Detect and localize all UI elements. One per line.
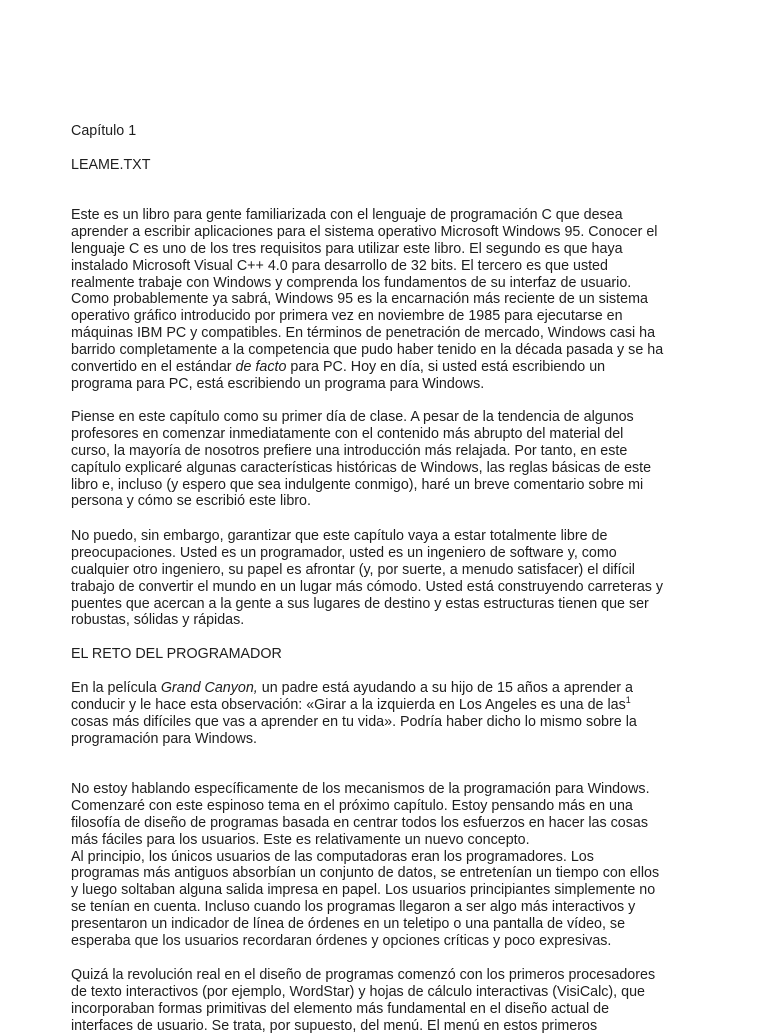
- italic-run: Grand Canyon,: [160, 680, 258, 696]
- paragraph-line: No estoy hablando específicamente de los mecanismos de la programación para Windows.: [71, 781, 650, 797]
- paragraph-line: incorporaban formas primitivas del elemento más fundamental en el diseño actual de: [71, 1000, 610, 1017]
- paragraph-grand-canyon: [71, 680, 711, 748]
- chapter-label: [71, 123, 711, 140]
- text-run: En la película: [71, 680, 161, 696]
- paragraph-line: Piense en este capítulo como su primer día de clase. A pesar de la tendencia de algunos: [71, 409, 634, 425]
- paragraph-concerns: [71, 528, 711, 629]
- paragraph-line: No puedo, sin embargo, garantizar que este capítulo vaya a estar totalmente libre de: [71, 528, 608, 544]
- text-run: un padre está ayudando a su hijo de 15 años a aprender a: [257, 680, 633, 696]
- paragraph-revolution: [71, 967, 711, 1035]
- paragraph-line: y luego soltaban alguna salida impresa en papel. Los usuarios principiantes simplemente no: [71, 882, 656, 899]
- text-run: conducir y le hace esta observación: «Girar a la izquierda en Los Angeles es una de las: [71, 696, 626, 713]
- paragraph-usability: [71, 781, 711, 950]
- file-title: [71, 157, 711, 174]
- paragraph-line: presentaron un indicador de línea de órdenes en un teletipo o una pantalla de vídeo, se: [71, 916, 626, 933]
- paragraph-line: preocupaciones. Usted es un programador, usted es un ingeniero de software y, como: [71, 544, 617, 561]
- paragraph-line: Comenzaré con este espinoso tema en el próximo capítulo. Estoy pensando más en una: [71, 797, 633, 814]
- text-run: para PC. Hoy en día, si usted está escribiendo un: [286, 359, 606, 376]
- paragraph-line: Al principio, los únicos usuarios de las computadoras eran los programadores. Los: [71, 848, 594, 865]
- paragraph-line-defacto: [71, 359, 711, 376]
- paragraph-line: trabajo de convertir el mundo en un lugar más cómodo. Usted está construyendo carreteras y: [71, 578, 664, 595]
- paragraph-line: más fáciles para los usuarios. Este es relativamente un nuevo concepto.: [71, 831, 530, 848]
- paragraph-line: operativo gráfico introducido por primera vez en noviembre de 1985 para ejecutarse en: [71, 308, 623, 325]
- chapter-label-text: Capítulo 1: [71, 123, 137, 139]
- section-heading-text: EL RETO DEL PROGRAMADOR: [71, 646, 282, 662]
- paragraph-line: interfaces de usuario. Se trata, por supuesto, del menú. El menú en estos primeros: [71, 1017, 598, 1034]
- paragraph-line: profesores en comenzar inmediatamente con el contenido más abrupto del material del: [71, 425, 624, 442]
- paragraph-line: cualquier otro ingeniero, su papel es afrontar (y, por suerte, a menudo satisfacer) el difícil: [71, 561, 635, 578]
- paragraph-line: capítulo explicaré algunas características históricas de Windows, las reglas básicas de este: [71, 459, 652, 476]
- paragraph-line: libro e, incluso (y espero que sea indulgente conmigo), haré un breve comentario sobre mi: [71, 476, 644, 493]
- paragraph-line: Este es un libro para gente familiarizada con el lenguaje de programación C que desea: [71, 207, 623, 223]
- italic-run: de facto: [235, 359, 287, 376]
- paragraph-line: esperaba que los usuarios recordaran órdenes y opciones críticas y poco expresivas.: [71, 933, 612, 950]
- paragraph-line: Quizá la revolución real en el diseño de programas comenzó con los primeros procesadores: [71, 967, 656, 983]
- file-title-text: LEAME.TXT: [71, 157, 151, 173]
- paragraph-line: programa para PC, está escribiendo un programa para Windows.: [71, 375, 485, 392]
- footnote-marker: 1: [625, 694, 631, 705]
- paragraph-first-day: [71, 409, 711, 510]
- paragraph-line-footnote: [71, 694, 711, 714]
- paragraph-intro: [71, 207, 711, 393]
- paragraph-line: máquinas IBM PC y compatibles. En términos de penetración de mercado, Windows casi ha: [71, 325, 656, 342]
- paragraph-line: programación para Windows.: [71, 730, 257, 747]
- paragraph-line: de texto interactivos (por ejemplo, WordStar) y hojas de cálculo interactivas (VisiCalc), que: [71, 983, 645, 1000]
- paragraph-line: cosas más difíciles que vas a aprender en tu vida». Podría haber dicho lo mismo sobre la: [71, 713, 637, 730]
- paragraph-line: curso, la mayoría de nosotros prefiere una introducción más relajada. Por tanto, en este: [71, 442, 628, 459]
- paragraph-line: robustas, sólidas y rápidas.: [71, 612, 245, 629]
- paragraph-line: aprender a escribir aplicaciones para el sistema operativo Microsoft Windows 95. Conocer el: [71, 223, 658, 240]
- paragraph-line-grand-canyon: [71, 680, 711, 697]
- paragraph-line: persona y cómo se escribió este libro.: [71, 493, 311, 510]
- paragraph-line: lenguaje C es uno de los tres requisitos para utilizar este libro. El segundo es que haya: [71, 240, 623, 257]
- paragraph-line: Como probablemente ya sabrá, Windows 95 es la encarnación más reciente de un sistema: [71, 291, 648, 308]
- paragraph-line: filosofía de diseño de programas basada en centrar todos los esfuerzos en hacer las cosas: [71, 814, 648, 831]
- paragraph-line: puentes que acercan a la gente a sus lugares de destino y estas estructuras tienen que ser: [71, 595, 649, 612]
- paragraph-line: instalado Microsoft Visual C++ 4.0 para desarrollo de 32 bits. El tercero es que usted: [71, 257, 608, 274]
- paragraph-line: barrido completamente a la competencia que pudo haber tenido en la década pasada y se ha: [71, 342, 664, 359]
- paragraph-line: realmente trabaje con Windows y comprenda los fundamentos de su interfaz de usuario.: [71, 274, 632, 291]
- paragraph-line: se tenían en cuenta. Incluso cuando los programas llegaron a ser algo más interactivos y: [71, 899, 636, 916]
- text-run: convertido en el estándar: [71, 359, 236, 376]
- section-heading: [71, 646, 711, 663]
- paragraph-line: programas más antiguos absorbían un conjunto de datos, se entretenían un tiempo con ellos: [71, 865, 660, 882]
